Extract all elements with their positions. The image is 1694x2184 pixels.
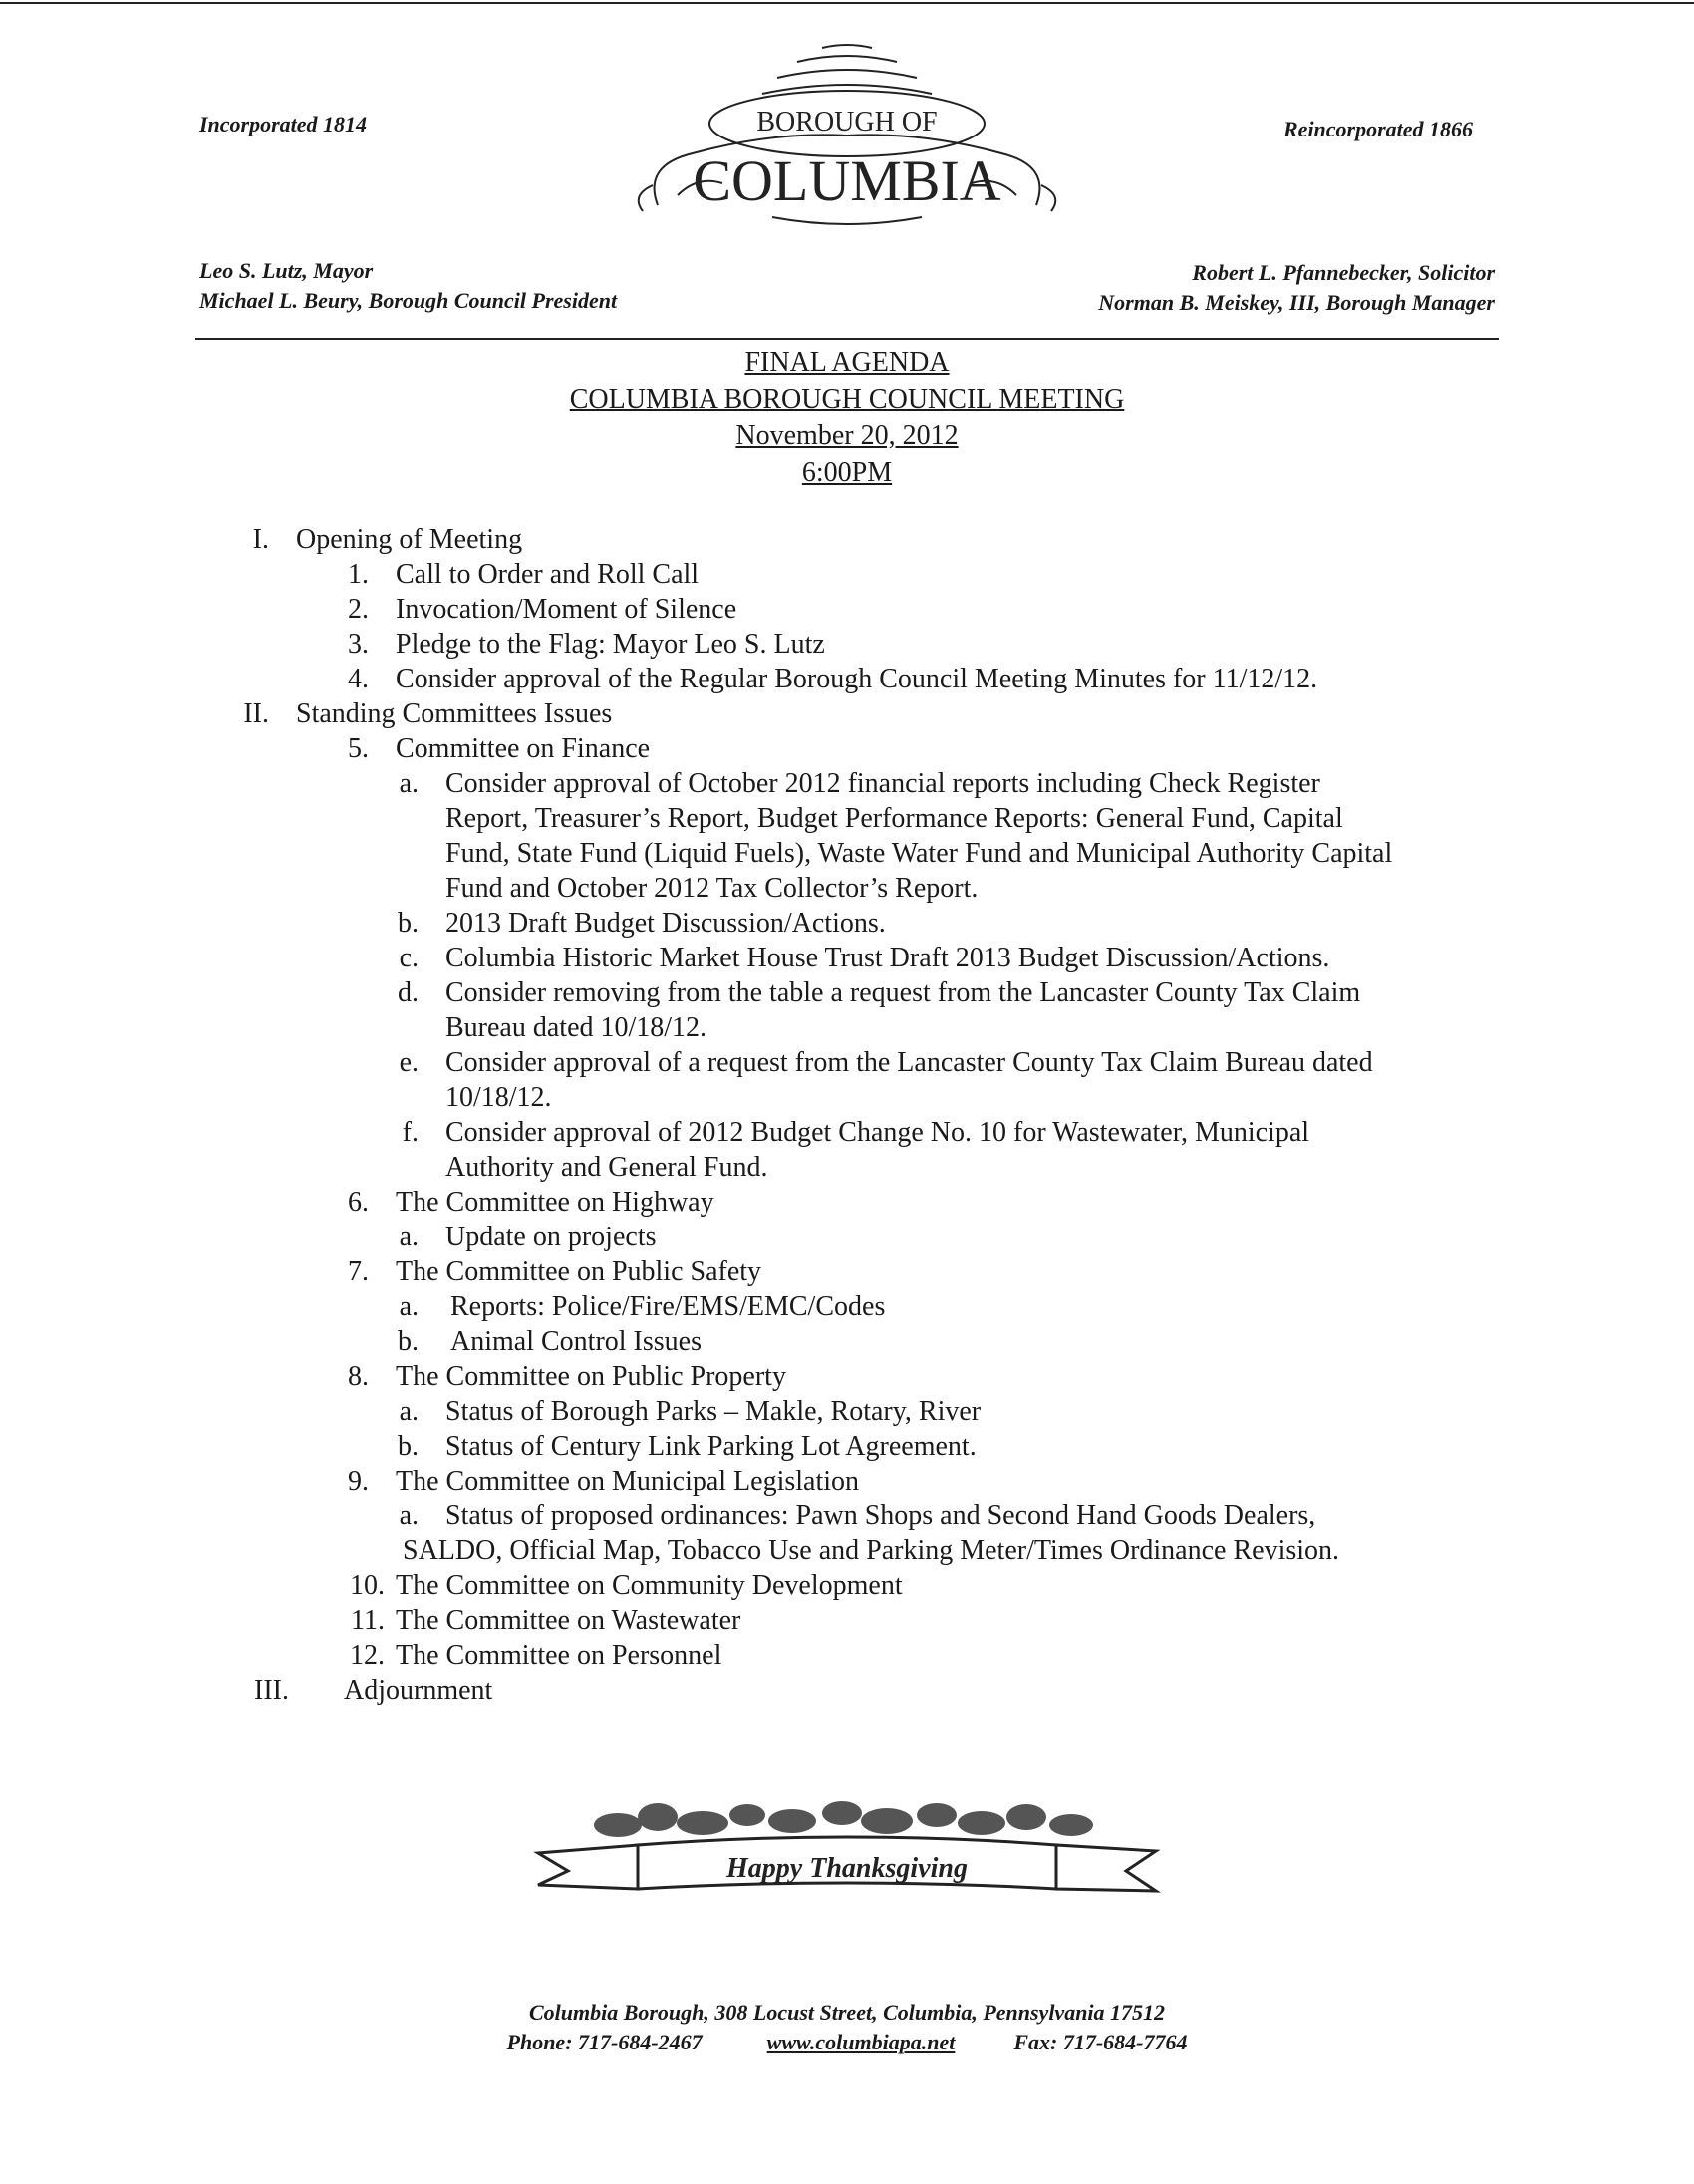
title-meeting: COLUMBIA BOROUGH COUNCIL MEETING <box>569 384 1125 414</box>
footer <box>0 1998 1694 2057</box>
banner-text: Happy Thanksgiving <box>726 1853 968 1884</box>
mayor: Leo S. Lutz, Mayor <box>199 258 374 283</box>
meeting-date: November 20, 2012 <box>735 420 959 451</box>
reincorporated-date: Reincorporated 1866 <box>1283 117 1474 141</box>
borough-manager: Norman B. Meiskey, III, Borough Manager <box>1098 290 1495 315</box>
meeting-time: 6:00PM <box>801 457 893 488</box>
logo-main-text: COLUMBIA <box>693 148 1001 213</box>
agenda-title <box>0 344 1694 491</box>
footer-contact <box>0 2028 1694 2057</box>
solicitor: Robert L. Pfannebecker, Solicitor <box>1192 260 1495 285</box>
header-divider <box>195 338 1499 340</box>
footer-fax: Fax: 717-684-7764 <box>1013 2030 1188 2054</box>
title-final-agenda: FINAL AGENDA <box>744 347 950 378</box>
borough-logo <box>623 36 1071 235</box>
officials-right <box>1098 258 1495 318</box>
logo-top-text: BOROUGH OF <box>756 107 938 137</box>
council-president: Michael L. Beury, Borough Council President <box>199 288 618 313</box>
footer-address: Columbia Borough, 308 Locust Street, Columbia, Pennsylvania 17512 <box>528 2000 1166 2025</box>
leaves-decoration <box>594 1801 1093 1837</box>
thanksgiving-banner <box>528 1793 1166 1923</box>
website-link[interactable]: www.columbiapa.net <box>766 2030 956 2054</box>
footer-phone: Phone: 717-684-2467 <box>506 2030 703 2054</box>
officials-left <box>199 256 617 316</box>
scan-top-line <box>0 2 1694 4</box>
incorporated-date: Incorporated 1814 <box>199 112 368 136</box>
